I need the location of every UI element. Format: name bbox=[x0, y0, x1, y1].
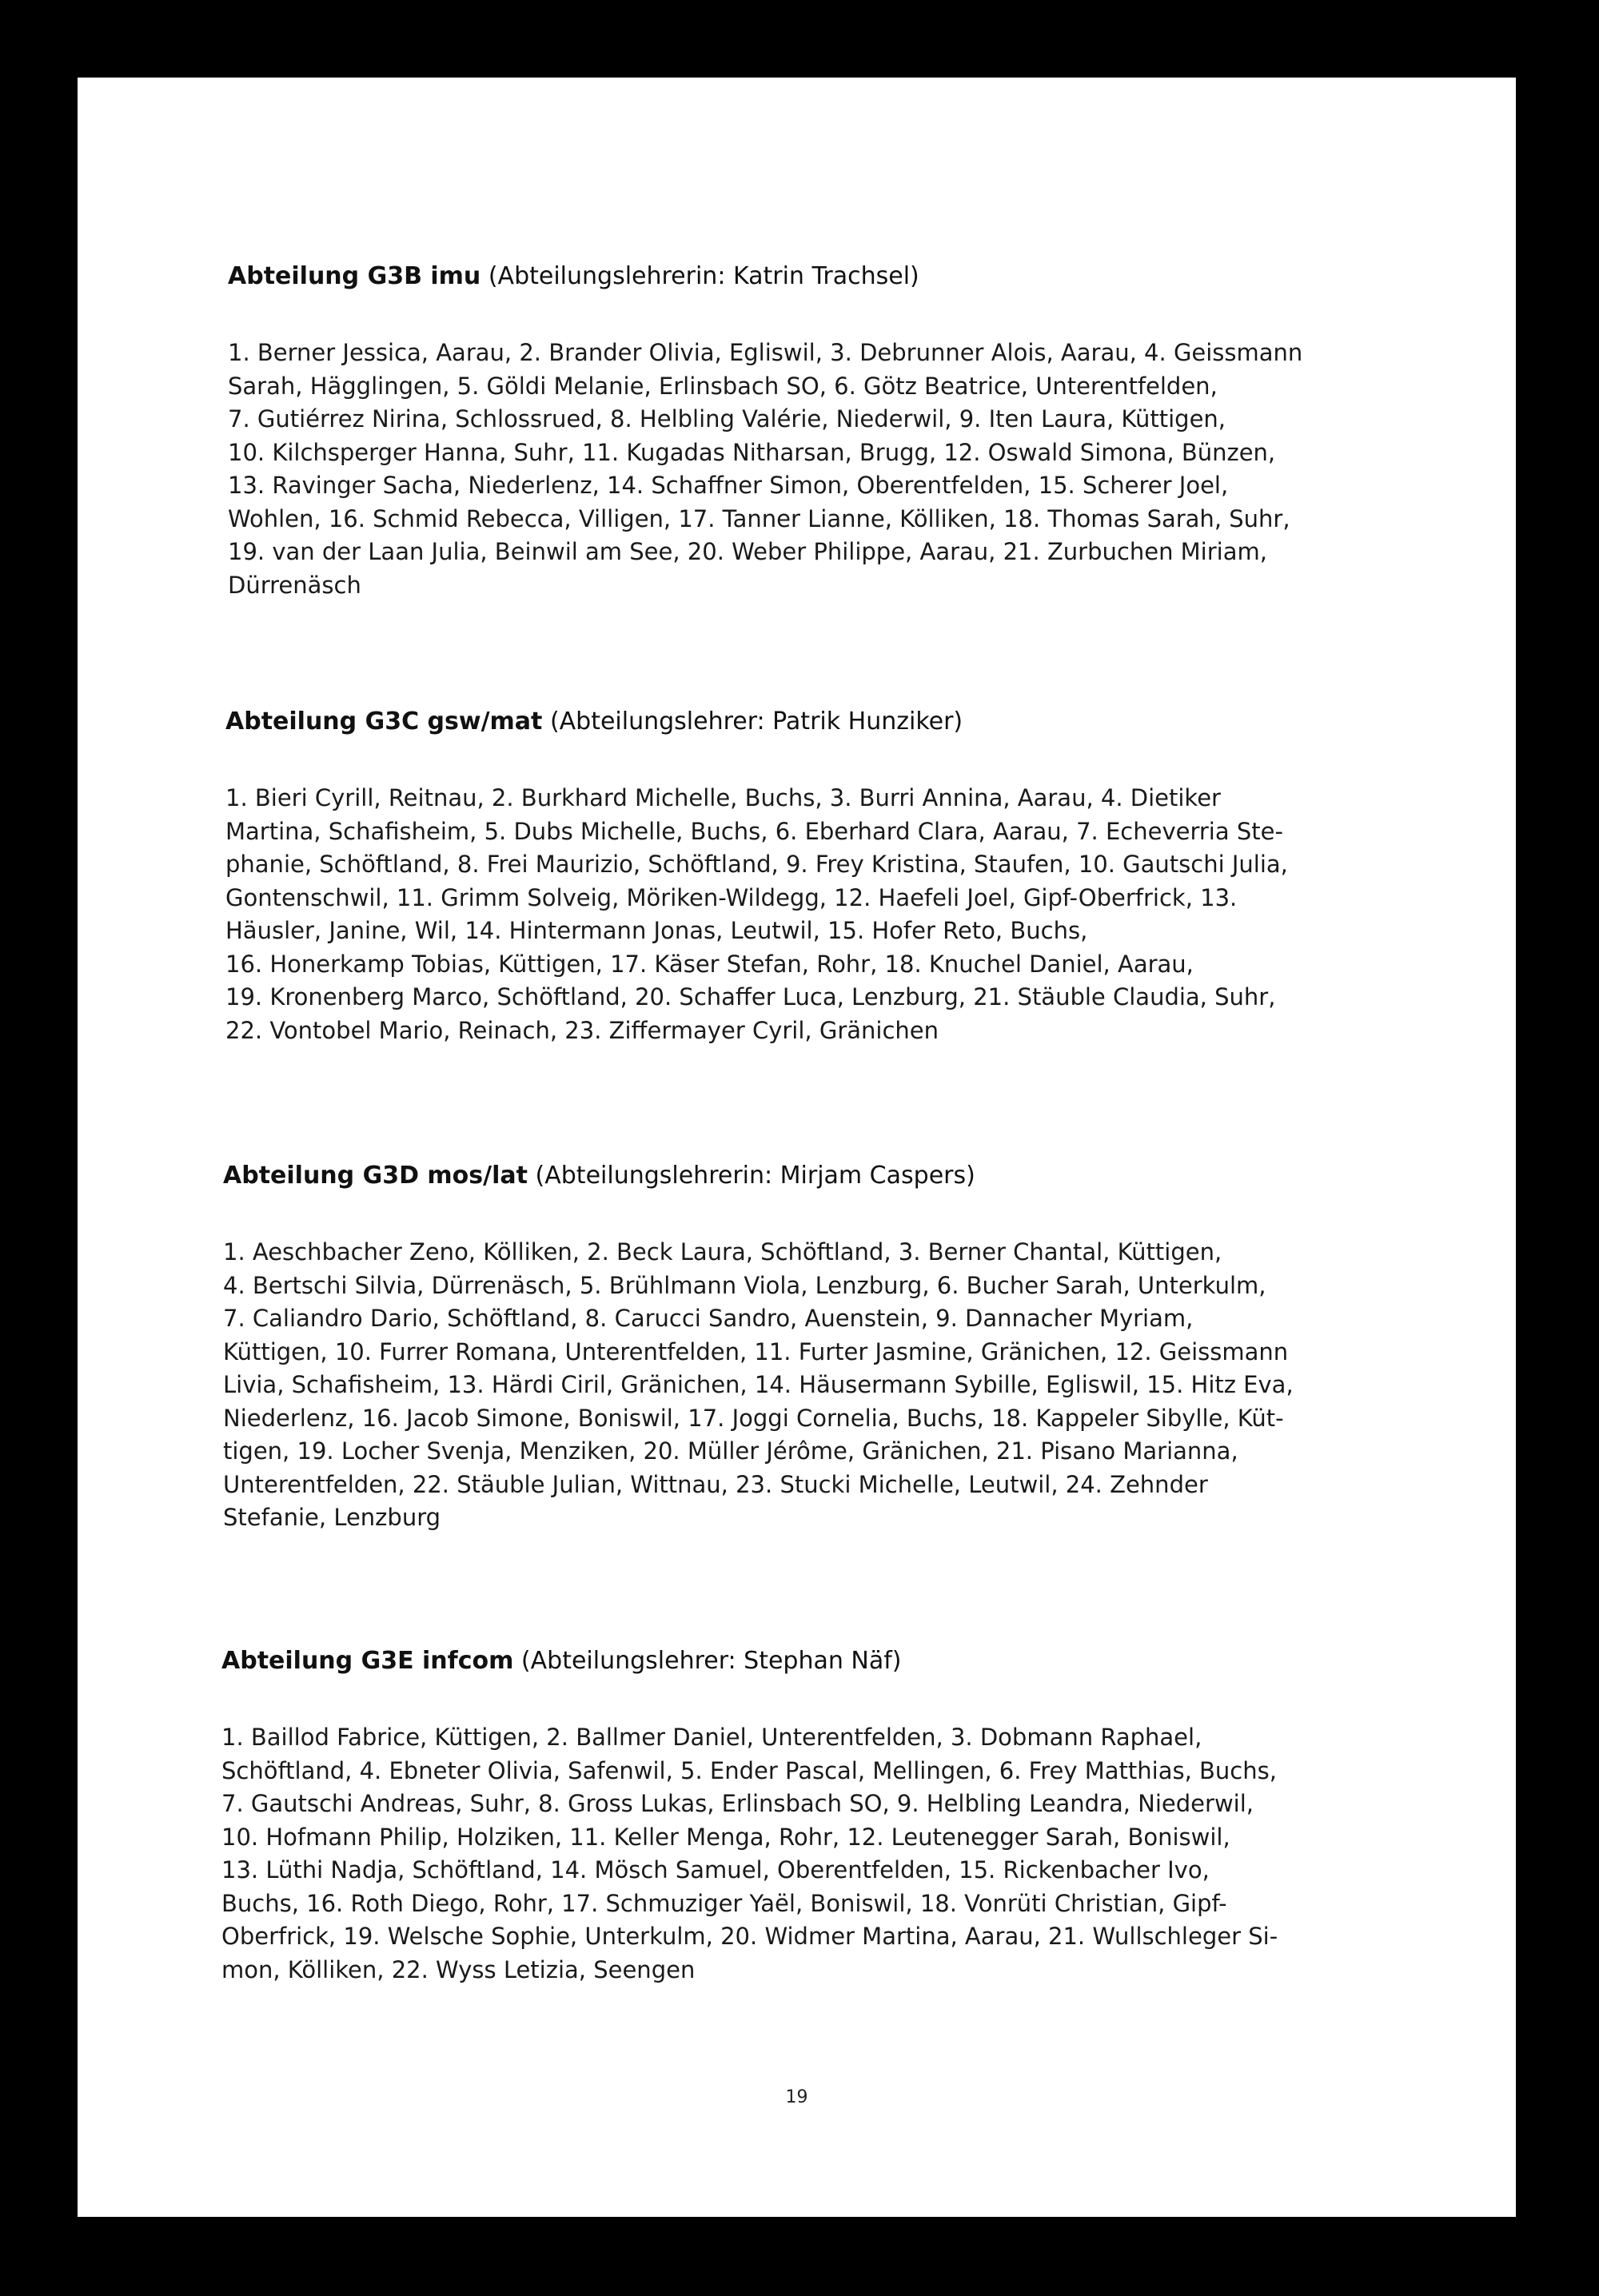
student-list-line: Niederlenz, 16. Jacob Simone, Boniswil, 17. Joggi Cornelia, Buchs, 18. Kappeler Sibylle, Küt- bbox=[223, 1404, 1284, 1432]
student-list-line: Stefanie, Lenzburg bbox=[223, 1504, 441, 1531]
student-list bbox=[225, 782, 1481, 1047]
student-list-line: 1. Baillod Fabrice, Küttigen, 2. Ballmer Daniel, Unterentfelden, 3. Dobmann Raphael, bbox=[221, 1724, 1202, 1751]
student-list-line: Küttigen, 10. Furrer Romana, Unterentfelden, 11. Furter Jasmine, Gränichen, 12. Geissmann bbox=[223, 1337, 1289, 1365]
student-list-line: 1. Berner Jessica, Aarau, 2. Brander Olivia, Egliswil, 3. Debrunner Alois, Aarau, 4. Geissmann bbox=[228, 339, 1303, 366]
student-list-line: Unterentfelden, 22. Stäuble Julian, Wittnau, 23. Stucki Michelle, Leutwil, 24. Zehnder bbox=[223, 1470, 1208, 1498]
student-list-line: Dürrenäsch bbox=[228, 571, 361, 599]
student-list-line: Wohlen, 16. Schmid Rebecca, Villigen, 17. Tanner Lianne, Kölliken, 18. Thomas Sarah, Suhr, bbox=[228, 504, 1290, 532]
section-teacher: (Abteilungslehrer: Stephan Näf) bbox=[520, 1647, 902, 1675]
student-list-line: 10. Kilchsperger Hanna, Suhr, 11. Kugadas Nitharsan, Brugg, 12. Oswald Simona, Bünzen, bbox=[228, 438, 1276, 466]
section-teacher: (Abteilungslehrerin: Mirjam Caspers) bbox=[535, 1162, 975, 1190]
student-list-line: 19. Kronenberg Marco, Schöftland, 20. Schaffer Luca, Lenzburg, 21. Stäuble Claudia, Suhr, bbox=[225, 983, 1276, 1010]
student-list bbox=[221, 1721, 1477, 1987]
student-list-line: mon, Kölliken, 22. Wyss Letizia, Seengen bbox=[221, 1955, 696, 1983]
student-list-line: 22. Vontobel Mario, Reinach, 23. Ziffermayer Cyril, Gränichen bbox=[225, 1016, 939, 1044]
student-list-line: tigen, 19. Locher Svenja, Menziken, 20. Müller Jérôme, Gränichen, 21. Pisano Marianna, bbox=[223, 1437, 1238, 1465]
student-list-line: Buchs, 16. Roth Diego, Rohr, 17. Schmuziger Yaël, Boniswil, 18. Vonrüti Christian, Gipf- bbox=[221, 1889, 1227, 1917]
section-title: Abteilung G3B imu bbox=[228, 262, 481, 290]
student-list-line: 1. Aeschbacher Zeno, Kölliken, 2. Beck Laura, Schöftland, 3. Berner Chantal, Küttigen, bbox=[223, 1238, 1222, 1266]
student-list-line: 4. Bertschi Silvia, Dürrenäsch, 5. Brühlmann Viola, Lenzburg, 6. Bucher Sarah, Unterkulm, bbox=[223, 1271, 1266, 1299]
student-list-line: Livia, Schafisheim, 13. Härdi Ciril, Gränichen, 14. Häusermann Sybille, Egliswil, 15. Hitz Eva, bbox=[223, 1371, 1294, 1398]
section-g3e bbox=[221, 1644, 1477, 1987]
student-list-line: 19. van der Laan Julia, Beinwil am See, 20. Weber Philippe, Aarau, 21. Zurbuchen Miriam, bbox=[228, 538, 1267, 565]
student-list-line: 7. Gutiérrez Nirina, Schlossrued, 8. Helbling Valérie, Niederwil, 9. Iten Laura, Küttigen, bbox=[228, 405, 1226, 432]
student-list-line: Schöftland, 4. Ebneter Olivia, Safenwil, 5. Ender Pascal, Mellingen, 6. Frey Matthias, Buchs, bbox=[221, 1756, 1277, 1784]
student-list-line: 1. Bieri Cyrill, Reitnau, 2. Burkhard Michelle, Buchs, 3. Burri Annina, Aarau, 4. Dietiker bbox=[225, 784, 1221, 811]
student-list-line: 13. Lüthi Nadja, Schöftland, 14. Mösch Samuel, Oberentfelden, 15. Rickenbacher Ivo, bbox=[221, 1856, 1210, 1883]
section-title: Abteilung G3D mos/lat bbox=[223, 1162, 528, 1190]
student-list-line: 7. Gautschi Andreas, Suhr, 8. Gross Lukas, Erlinsbach SO, 9. Helbling Leandra, Niederwil, bbox=[221, 1790, 1254, 1817]
page-number: 19 bbox=[785, 2087, 808, 2107]
student-list-line: phanie, Schöftland, 8. Frei Maurizio, Schöftland, 9. Frey Kristina, Staufen, 10. Gautschi Julia, bbox=[225, 851, 1288, 878]
student-list-line: Sarah, Hägglingen, 5. Göldi Melanie, Erlinsbach SO, 6. Götz Beatrice, Unterentfelden, bbox=[228, 372, 1218, 400]
section-g3d bbox=[223, 1159, 1478, 1535]
section-g3c bbox=[225, 705, 1481, 1047]
section-teacher: (Abteilungslehrerin: Katrin Trachsel) bbox=[488, 262, 919, 290]
student-list bbox=[223, 1236, 1478, 1535]
section-teacher: (Abteilungslehrer: Patrik Hunziker) bbox=[549, 708, 963, 735]
student-list-line: 10. Hofmann Philip, Holziken, 11. Keller Menga, Rohr, 12. Leutenegger Sarah, Boniswil, bbox=[221, 1823, 1230, 1851]
student-list-line: Oberfrick, 19. Welsche Sophie, Unterkulm, 20. Widmer Martina, Aarau, 21. Wullschleger Si- bbox=[221, 1923, 1278, 1950]
section-heading bbox=[225, 705, 1481, 739]
section-g3b bbox=[228, 260, 1483, 602]
section-title: Abteilung G3E infcom bbox=[221, 1647, 514, 1675]
section-title: Abteilung G3C gsw/mat bbox=[225, 708, 543, 735]
section-heading bbox=[223, 1159, 1478, 1193]
student-list-line: Gontenschwil, 11. Grimm Solveig, Möriken-Wildegg, 12. Haefeli Joel, Gipf-Oberfrick, 13. bbox=[225, 883, 1238, 911]
student-list-line: 7. Caliandro Dario, Schöftland, 8. Carucci Sandro, Auenstein, 9. Dannacher Myriam, bbox=[223, 1305, 1194, 1332]
section-heading bbox=[228, 260, 1483, 293]
section-heading bbox=[221, 1644, 1477, 1678]
student-list-line: 16. Honerkamp Tobias, Küttigen, 17. Käser Stefan, Rohr, 18. Knuchel Daniel, Aarau, bbox=[225, 950, 1194, 978]
document-page bbox=[78, 78, 1516, 2217]
student-list-line: Martina, Schafisheim, 5. Dubs Michelle, Buchs, 6. Eberhard Clara, Aarau, 7. Echeverria Ste- bbox=[225, 817, 1283, 845]
student-list-line: Häusler, Janine, Wil, 14. Hintermann Jonas, Leutwil, 15. Hofer Reto, Buchs, bbox=[225, 917, 1088, 944]
student-list bbox=[228, 337, 1483, 602]
student-list-line: 13. Ravinger Sacha, Niederlenz, 14. Schaffner Simon, Oberentfelden, 15. Scherer Joel, bbox=[228, 472, 1229, 499]
